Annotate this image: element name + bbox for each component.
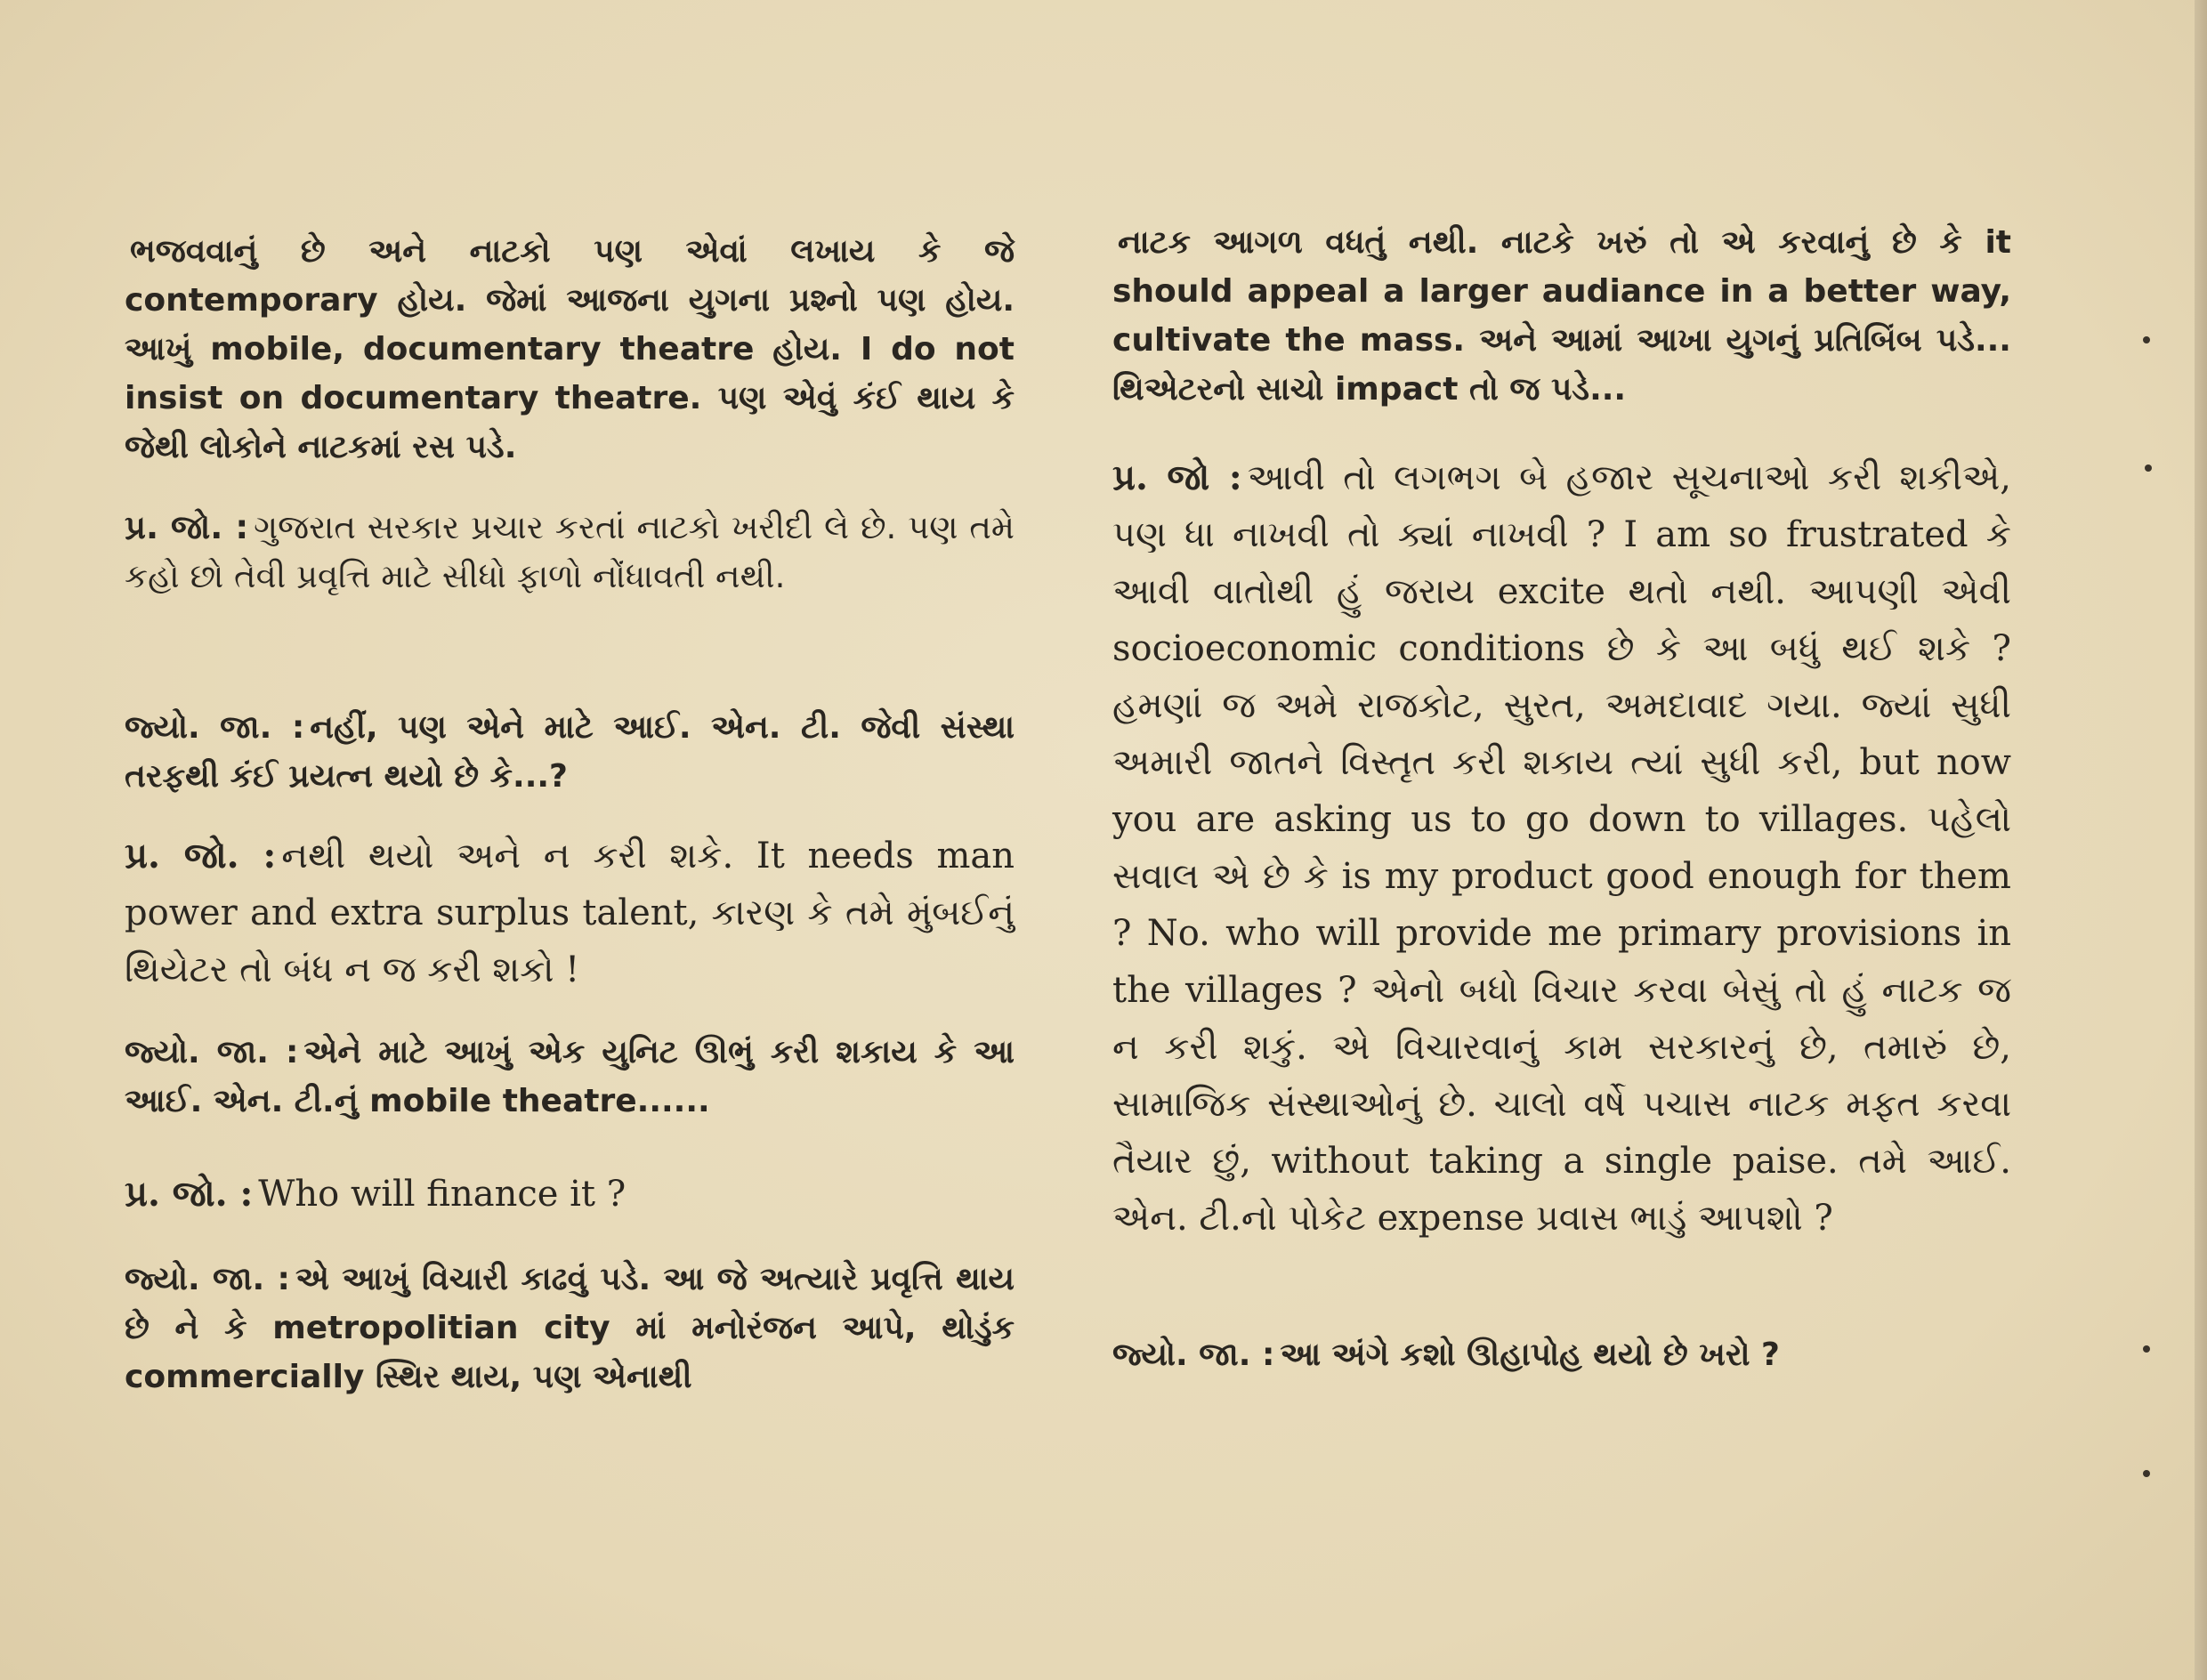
- paragraph-text: નથી થયો અને ન કરી શકે. It needs man power and extra surplus talent, કારણ કે તમે મુંબઈનું થિયેટર તો બંધ ન જ કરી શકો !: [125, 836, 1015, 990]
- speaker-label: પ્ર. જો. :: [125, 508, 249, 546]
- paragraph-text: Who will finance it ?: [258, 1174, 627, 1215]
- paragraph: [125, 503, 1015, 601]
- ink-dot: [2143, 1345, 2150, 1353]
- paragraph-text: આવી તો લગભગ બે હજાર સૂચનાઓ કરી શકીએ, પણ ધા નાખવી તો ક્યાં નાખવી ? I am so frustrated કે આવી વાતોથી હું જરાય excite થતો નથી. આપણી એવી socioeconomic conditions છે કે આ બધું થઈ શકે ? હમણાં જ અમે રાજકોટ, સુરત, અમદાવાદ ગયા. જ્યાં સુધી અમારી જાતને વિસ્તૃત કરી શકાય ત્યાં સુધી કરી, but now you are asking us to go down to villages. પહેલો સવાલ એ છે કે is my product good enough for them ? No. who will provide me primary provisions in the villages ? એનો બધો વિચાર કરવા બેસું તો હું નાટક જ ન કરી શકું. એ વિચારવાનું કામ સરકારનું છે, તમારું છે, સામાજિક સંસ્થાઓનું છે. ચાલો વર્ષે પચાસ નાટક મફત કરવા તૈયાર છું, without taking a single paise. તમે આઈ. એન. ટી.નો પોકેટ expense પ્રવાસ ભાડું આપશો ?: [1112, 457, 2011, 1239]
- speaker-label: પ્ર. જો. :: [125, 1173, 254, 1215]
- paragraph: [1112, 1330, 2011, 1379]
- paragraph: [1112, 218, 2011, 414]
- speaker-label: જ્યો. જા. :: [125, 709, 305, 746]
- ink-dot: [2145, 464, 2152, 472]
- paragraph: [125, 1028, 1015, 1126]
- paragraph-text: એ આખું વિચારી કાઢવું પડે. આ જે અત્યારે પ્રવૃત્તિ થાય છે ને કે metropolitian city માં મનોરંજન આપે, થોડુંક commercially સ્થિર થાય, પણ એનાથી: [125, 1261, 1015, 1395]
- ink-dot: [2143, 1470, 2150, 1477]
- paragraph: [125, 703, 1015, 801]
- paragraph-text: ગુજરાત સરકાર પ્રચાર કરતાં નાટકો ખરીદી લે છે. પણ તમે કહો છો તેવી પ્રવૃત્તિ માટે સીધો ફાળો નોંધાવતી નથી.: [125, 508, 1015, 595]
- paragraph: [125, 227, 1015, 472]
- paragraph-text: નાટક આગળ વધતું નથી. નાટકે ખરું તો એ કરવાનું છે કે it should appeal a larger audiance in a better way, cultivate the mass. અને આમાં આખા યુગનું પ્રતિબિંબ પડે... થિએટરનો સાચો impact તો જ પડે...: [1112, 224, 2011, 408]
- speaker-label: જ્યો. જા. :: [125, 1261, 290, 1297]
- page-edge: [2195, 0, 2207, 1680]
- paragraph-text: નહીં, પણ એને માટે આઈ. એન. ટી. જેવી સંસ્થા તરફથી કંઈ પ્રયત્ન થયો છે કે...?: [125, 709, 1015, 795]
- paragraph: [1112, 449, 2011, 1247]
- speaker-label: પ્ર. જો. :: [125, 835, 277, 876]
- paragraph: [125, 1255, 1015, 1401]
- paragraph-text: ભજવવાનું છે અને નાટકો પણ એવાં લખાય કે જે contemporary હોય. જેમાં આજના યુગના પ્રશ્નો પણ હોય. આખું mobile, documentary theatre હોય. I do not insist on documentary theatre. પણ એવું કંઈ થાય કે જેથી લોકોને નાટકમાં રસ પડે.: [125, 233, 1015, 465]
- paragraph-text: આ અંગે કશો ઊહાપોહ થયો છે ખરો ?: [1280, 1337, 1780, 1373]
- paragraph-text: એને માટે આખું એક યુનિટ ઊભું કરી શકાય કે આ આઈ. એન. ટી.નું mobile theatre......: [125, 1034, 1015, 1119]
- speaker-label: જ્યો. જા. :: [1112, 1337, 1275, 1373]
- speaker-label: જ્યો. જા. :: [125, 1034, 299, 1070]
- paragraph: [125, 1166, 1015, 1223]
- ink-dot: [2143, 336, 2150, 343]
- speaker-label: પ્ર. જો :: [1112, 456, 1242, 498]
- paragraph: [125, 828, 1015, 998]
